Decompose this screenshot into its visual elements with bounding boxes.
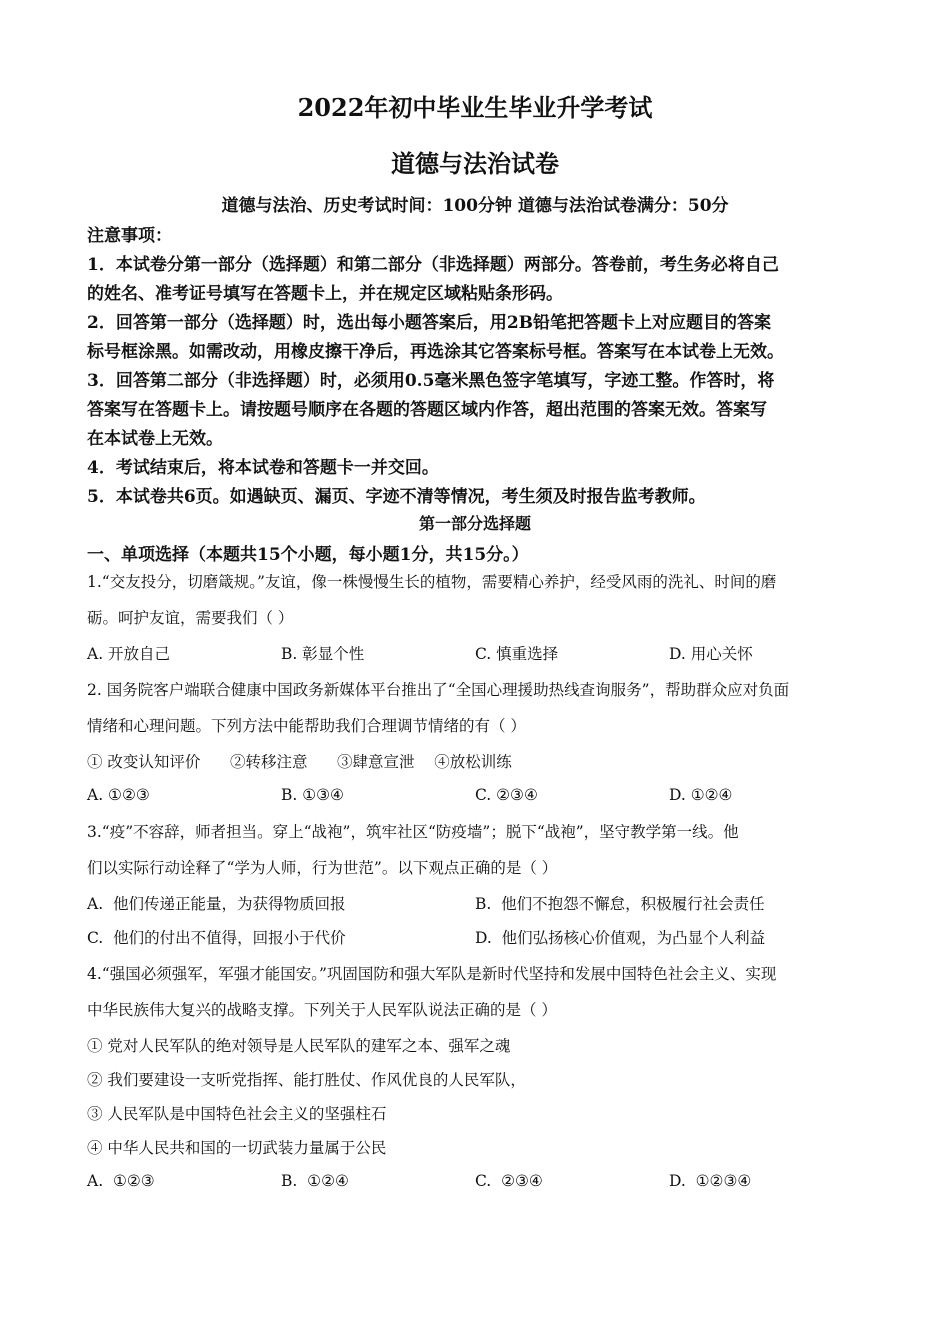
- exam-info: 道德与法治、历史考试时间：100分钟 道德与法治试卷满分：50分: [221, 196, 729, 216]
- notice-line: 3．回答第二部分（非选择题）时，必须用0.5毫米黑色签字笔填写，字迹工整。作答时，将: [87, 371, 775, 391]
- q4-item: ③ 人民军队是中国特色社会主义的坚强柱石: [87, 1105, 387, 1123]
- section-title: 第一部分选择题: [418, 514, 531, 533]
- q4-option-d: D. ①②③④: [669, 1172, 752, 1190]
- q4-text: 4.“强国必须强军，军强才能国安。”巩固国防和强大军队是新时代坚持和发展中国特色社会主义、实现: [87, 965, 777, 983]
- q4-item: ④ 中华人民共和国的一切武装力量属于公民: [87, 1139, 387, 1157]
- exam-title: 2022年初中毕业生毕业升学考试: [297, 93, 653, 122]
- q1-option-c: C. 慎重选择: [475, 645, 559, 663]
- q2-text: 2. 国务院客户端联合健康中国政务新媒体平台推出了“全国心理援助热线查询服务”，帮助群众应对负面: [87, 681, 790, 699]
- notice-heading: 注意事项：: [87, 226, 172, 246]
- q4-option-a: A. ①②③: [87, 1172, 155, 1190]
- q1-option-b: B. 彰显个性: [281, 645, 365, 663]
- q4-option-c: C. ②③④: [475, 1172, 543, 1190]
- q2-option-a: A. ①②③: [87, 786, 150, 804]
- notice-line: 2．回答第一部分（选择题）时，选出每小题答案后，用2B铅笔把答题卡上对应题目的答案: [87, 313, 772, 333]
- q2-option-d: D. ①②④: [669, 786, 733, 804]
- notice-line: 4．考试结束后，将本试卷和答题卡一并交回。: [87, 458, 439, 478]
- notice-line: 1．本试卷分第一部分（选择题）和第二部分（非选择题）两部分。答卷前，考生务必将自己: [87, 255, 779, 275]
- notice-line: 5．本试卷共6页。如遇缺页、漏页、字迹不清等情况，考生须及时报告监考教师。: [87, 487, 706, 507]
- q1-option-d: D. 用心关怀: [669, 645, 753, 663]
- q1-option-a: A. 开放自己: [87, 645, 171, 663]
- q1-text: 1.“交友投分，切磨箴规。”友谊，像一株慢慢生长的植物，需要精心养护，经受风雨的洗礼、时间的磨: [87, 573, 777, 591]
- q3-text: 3.“疫”不容辞，师者担当。穿上“战袍”，筑牢社区“防疫墙”；脱下“战袍”，坚守教学第一线。他: [87, 823, 739, 841]
- q2-option-b: B. ①③④: [281, 786, 344, 804]
- q3-option-c: C. 他们的付出不值得，回报小于代价: [87, 929, 346, 947]
- q2-option-c: C. ②③④: [475, 786, 538, 804]
- exam-subtitle: 道德与法治试卷: [391, 149, 559, 178]
- q2-items: ① 改变认知评价 ②转移注意 ③肆意宣泄 ④放松训练: [87, 753, 512, 771]
- q3-option-a: A. 他们传递正能量，为获得物质回报: [87, 895, 346, 913]
- q2-text: 情绪和心理问题。下列方法中能帮助我们合理调节情绪的有（ ）: [87, 717, 526, 735]
- q4-item: ① 党对人民军队的绝对领导是人民军队的建军之本、强军之魂: [87, 1037, 511, 1055]
- q3-option-d: D. 他们弘扬核心价值观，为凸显个人利益: [475, 929, 766, 947]
- notice-line: 标号框涂黑。如需改动，用橡皮擦干净后，再选涂其它答案标号框。答案写在本试卷上无效。: [87, 342, 784, 362]
- notice-line: 的姓名、准考证号填写在答题卡上，并在规定区域粘贴条形码。: [87, 284, 563, 304]
- part-heading: 一、单项选择（本题共15个小题，每小题1分，共15分。）: [87, 545, 529, 565]
- q3-text: 们以实际行动诠释了“学为人师，行为世范”。以下观点正确的是（ ）: [87, 859, 558, 877]
- q4-text: 中华民族伟大复兴的战略支撑。下列关于人民军队说法正确的是（ ）: [87, 1001, 557, 1019]
- q4-option-b: B. ①②④: [281, 1172, 349, 1190]
- q4-item: ② 我们要建设一支听党指挥、能打胜仗、作风优良的人民军队，: [87, 1071, 526, 1089]
- q3-option-b: B. 他们不抱怨不懈怠，积极履行社会责任: [475, 895, 765, 913]
- notice-line: 在本试卷上无效。: [87, 429, 223, 449]
- notice-line: 答案写在答题卡上。请按题号顺序在各题的答题区域内作答，超出范围的答案无效。答案写: [87, 400, 767, 420]
- q1-text: 砺。呵护友谊，需要我们（ ）: [87, 609, 294, 627]
